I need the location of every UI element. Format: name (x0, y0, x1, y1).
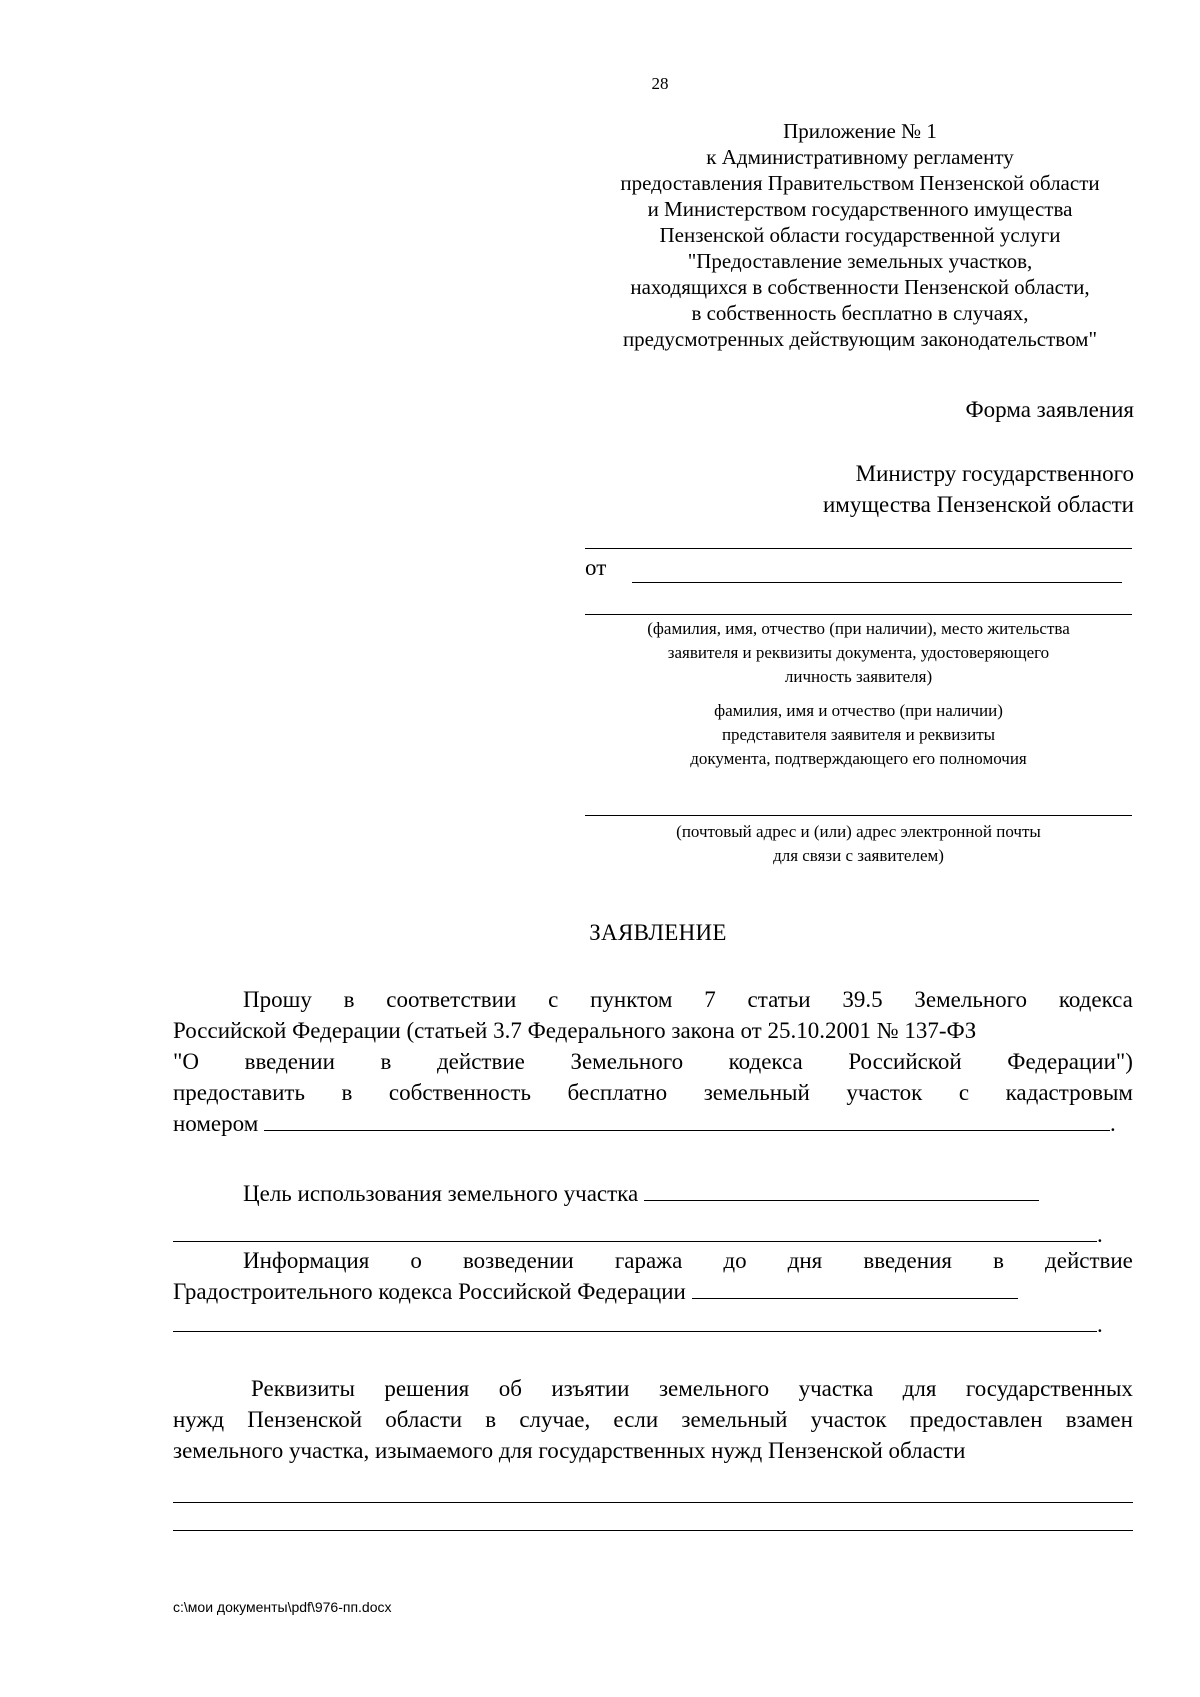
justified-line: Реквизиты решения об изъятии земельного участка для государственных (251, 1376, 1133, 1401)
caption-line: фамилия, имя и отчество (при наличии) (714, 701, 1003, 720)
appendix-line: находящихся в собственности Пензенской области, (630, 275, 1090, 299)
garage-blank-2 (173, 1309, 1097, 1332)
form-label: Форма заявления (965, 397, 1134, 422)
purpose-continuation-line: . (173, 1219, 1133, 1250)
requisites-blank-line (173, 1530, 1133, 1531)
address-blank-line (585, 815, 1132, 816)
purpose-line: Цель использования земельного участка (173, 1178, 1133, 1209)
purpose-paragraph (173, 1178, 1133, 1250)
appendix-header (580, 118, 1140, 352)
justified-line: Прошу в соответствии с пунктом 7 статьи 39.5 Земельного кодекса (243, 987, 1133, 1012)
purpose-blank (644, 1178, 1039, 1201)
appendix-line: к Административному регламенту (706, 145, 1014, 169)
from-blank-line (632, 582, 1122, 583)
appendix-line: предусмотренных действующим законодательством" (622, 327, 1098, 351)
garage-line: Градостроительного кодекса Российской Федерации (173, 1276, 1133, 1307)
appendix-line: и Министерством государственного имущества (647, 197, 1073, 221)
purpose-blank-2 (173, 1219, 1097, 1242)
cadastral-number-blank (264, 1108, 1110, 1131)
footer-file-path: c:\мои документы\pdf\976-пп.docx (173, 1599, 392, 1615)
caption-line: (фамилия, имя, отчество (при наличии), место жительства (647, 619, 1070, 638)
requisites-blank-line (173, 1502, 1133, 1503)
justified-line: "О введении в действие Земельного кодекса Российской Федерации") (173, 1049, 1133, 1074)
text-line: земельного участка, изымаемого для государственных нужд Пензенской области (173, 1438, 966, 1463)
caption-representative (585, 699, 1132, 771)
caption-line: для связи с заявителем) (773, 846, 944, 865)
document-title: ЗАЯВЛЕНИЕ (589, 920, 727, 945)
cadastral-number-line: номером . (173, 1108, 1133, 1139)
requisites-paragraph (173, 1373, 1133, 1466)
caption-address (585, 820, 1132, 868)
from-label: от (585, 555, 607, 580)
page-number: 28 (651, 74, 669, 93)
garage-paragraph (173, 1245, 1133, 1340)
garage-continuation-line: . (173, 1309, 1133, 1340)
appendix-line: Пензенской области государственной услуги (659, 223, 1061, 247)
request-paragraph (173, 984, 1133, 1139)
justified-line: нужд Пензенской области в случае, если земельный участок предоставлен взамен (173, 1407, 1133, 1432)
garage-blank (692, 1276, 1018, 1299)
appendix-line: в собственность бесплатно в случаях, (691, 301, 1029, 325)
appendix-line: Приложение № 1 (783, 119, 937, 143)
caption-line: заявителя и реквизиты документа, удостоверяющего (667, 643, 1050, 662)
addressee-blank-line (585, 548, 1132, 549)
addressee-line: Министру государственного (855, 461, 1134, 486)
caption-line: (почтовый адрес и (или) адрес электронной почты (676, 822, 1041, 841)
appendix-line: предоставления Правительством Пензенской области (620, 171, 1100, 195)
caption-line: представителя заявителя и реквизиты (721, 725, 996, 744)
applicant-blank-line (585, 614, 1132, 615)
text-line: Российской Федерации (статьей 3.7 Федерального закона от 25.10.2001 № 137-ФЗ (173, 1018, 977, 1043)
caption-applicant (585, 617, 1132, 689)
justified-line: Информация о возведении гаража до дня введения в действие (243, 1248, 1133, 1273)
appendix-line: "Предоставление земельных участков, (687, 249, 1033, 273)
addressee-line: имущества Пензенской области (822, 492, 1134, 517)
caption-line: личность заявителя) (784, 667, 933, 686)
justified-line: предоставить в собственность бесплатно земельный участок с кадастровым (173, 1080, 1133, 1105)
caption-line: документа, подтверждающего его полномочия (690, 749, 1027, 768)
addressee-block (580, 458, 1134, 520)
